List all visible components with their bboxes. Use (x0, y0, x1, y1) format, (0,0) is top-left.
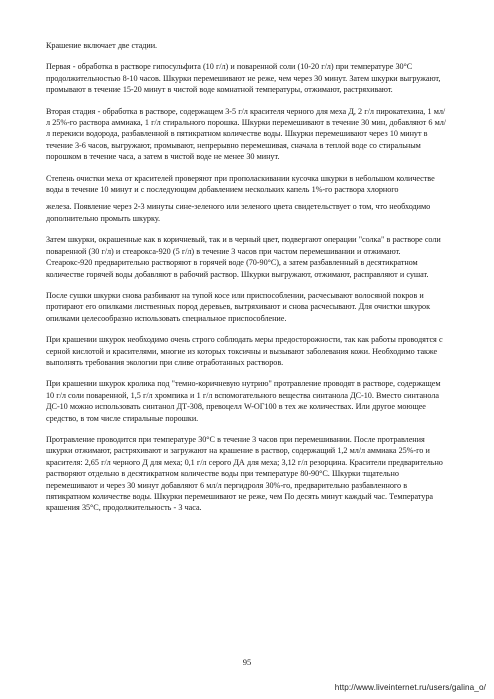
paragraph-stage-two: Вторая стадия - обработка в растворе, содержащем 3-5 г/л красителя черного для меха Д, 2 г/л пирокатехина, 1 мл/л 25%-го раствора аммиака, 1 г/л стирального порошка. Шкурки перемешивают в течение 30 мин, добавляют 6 мл/л перекиси водорода, разбавленной в пятикратном количестве воды. Шкурки перемешивают через 10 минут в течение 3-6 часов, выгружают, промывают, непрерывно перемешивая, сначала в теплой воде со стиральным порошком в течение часа, а затем в чистой воде не менее 30 минут. (46, 106, 447, 162)
paragraph-cleaning-result: железа. Появление через 2-3 минуты сине-зеленого или зеленого цвета свидетельствует о том, что необходимо дополнительно промыть шкурку. (46, 202, 431, 223)
paragraph-cleaning-check: Степень очистки меха от красителей проверяют при прополаскивании кусочка шкурки в небольшом количестве воды в течение 10 минут и с последующим добавлением нескольких капель 1%-го раствора хлорного (46, 173, 435, 195)
document-body (46, 40, 448, 524)
paragraph-mordanting: Протравление проводится при температуре 30°С в течение 3 часов при перемешивании. После протравления шкурки отжимают, растряхивают и загружают на крашение в раствор, содержащий 1,2 мл/л аммиака 25%-го и красителя: 2,65 г/л черного Д для меха; 0,1 г/л серого ДА для меха; 3,12 г/л резорцина. Красители предварительно растворяют отдельно в десятикратном количестве воды при температуре 80-90°С. Шкурки тщательно перемешивают и через 30 минут добавляют 6 мл/л пергидроля 30%-го, предварительно разбавленного в пятикратном количестве воды. Шкурки перемешивают не реже, чем По десять минут каждый час. Температура крашения 35°С, продолжительность - 3 часа. (46, 434, 443, 513)
source-watermark: http://www.liveinternet.ru/users/galina_o/ (334, 683, 486, 692)
paragraph-drying: После сушки шкурки снова разбивают на тупой косе или приспособлении, расчесывают волосяной покров и протирают его опилками лиственных пород деревьев, вытряхивают и снова расчесывают. Для очистки шкурок опилками целесообразно использовать специальное приспособление. (46, 290, 431, 323)
paragraph-salting: Затем шкурки, окрашенные как в коричневый, так и в черный цвет, подвергают операции "солка" в растворе соли поваренной (30 г/л) и стеарокса-920 (5 г/л) в течение 3 часов при частом перемешивании и отжимают. Стеарокс-920 предварительно растворяют в горячей воде (70-90°С), а затем разбавленный в десятикратном количестве горячей воды добавляют в рабочий раствор. Шкурки выгружают, отжимают, расправляют и сушат. (46, 235, 441, 279)
paragraph-stage-one: Первая - обработка в растворе гипосульфита (10 г/л) и поваренной соли (10-20 г/л) при температуре 30°С продолжительностью 8-10 часов. Шкурки перемешивают не реже, чем через 30 минут. Затем шкурки выгружают, промывают в течение 15-20 минут в чистой воде комнатной температуры, отжимают, растряхивают. (46, 62, 441, 95)
paragraph-safety: При крашении шкурок необходимо очень строго соблюдать меры предосторожности, так как работы проводятся с серной кислотой и красителями, многие из которых токсичны и вызывают заболевания кожи. Необходимо также выполнять требования экологии при сливе отработанных растворов. (46, 335, 443, 367)
page-number: 95 (242, 657, 252, 667)
paragraph-rabbit-dyeing: При крашении шкурок кролика под "темно-коричневую нутрию" протравление проводят в растворе, содержащем 10 г/л соли поваренной, 1,5 г/л хромпика и 1 г/л вспомогательного вещества синтанола ДС-10. Вместо синтанола ДС-10 можно использовать синтанол ДТ-308, превоцелл W-ОГ100 в тех же количествах. Или другое моющее средство, в том числе стиральные порошки. (46, 379, 441, 423)
paragraph-intro: Крашение включает две стадии. (46, 41, 158, 50)
